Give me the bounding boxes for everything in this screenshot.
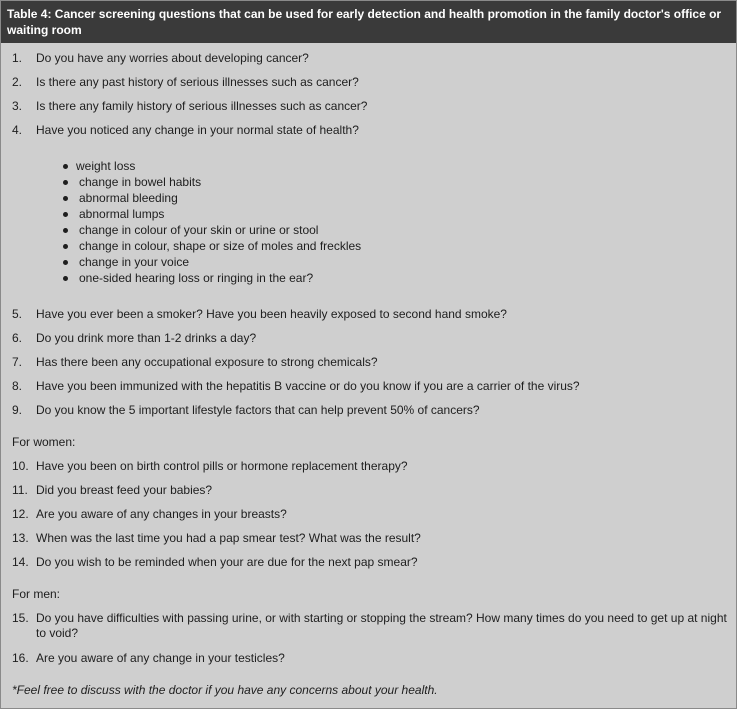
question-number: 12. — [12, 507, 29, 521]
question-text: Do you have difficulties with passing urine, or with starting or stopping the stream? How many times do you need to get up at night to void? — [36, 611, 727, 640]
question-text: When was the last time you had a pap smear test? What was the result? — [36, 531, 421, 545]
question-number: 6. — [12, 331, 23, 345]
question-number: 1. — [12, 51, 23, 65]
bullet-icon — [63, 196, 68, 201]
question-number: 13. — [12, 531, 29, 545]
question-number: 16. — [12, 651, 29, 665]
health-change-text: abnormal bleeding — [79, 191, 178, 205]
question-text: Have you noticed any change in your normal state of health? — [36, 123, 359, 137]
health-change-text: weight loss — [76, 159, 136, 173]
question-number: 3. — [12, 99, 23, 113]
question-text: Is there any past history of serious illnesses such as cancer? — [36, 75, 359, 89]
bullet-icon — [63, 244, 68, 249]
question-number: 11. — [12, 483, 28, 497]
footnote: *Feel free to discuss with the doctor if you have any concerns about your health. — [12, 683, 438, 697]
question-number: 9. — [12, 403, 23, 417]
men-label: For men: — [12, 587, 61, 601]
health-change-text: change in bowel habits — [79, 175, 202, 189]
bullet-icon — [63, 228, 68, 233]
question-number: 8. — [12, 379, 23, 393]
health-change-text: one-sided hearing loss or ringing in the ear? — [79, 271, 314, 285]
question-number: 15. — [12, 611, 29, 625]
question-number: 5. — [12, 307, 23, 321]
health-change-text: abnormal lumps — [79, 207, 165, 221]
question-text: Have you been immunized with the hepatitis B vaccine or do you know if you are a carrier of the virus? — [36, 379, 580, 393]
question-text: Are you aware of any changes in your breasts? — [36, 507, 287, 521]
health-change-text: change in your voice — [79, 255, 190, 269]
health-change-text: change in colour, shape or size of moles and freckles — [79, 239, 362, 253]
question-text: Have you been on birth control pills or hormone replacement therapy? — [36, 459, 408, 473]
bullet-icon — [63, 212, 68, 217]
question-number: 4. — [12, 123, 23, 137]
question-number: 14. — [12, 555, 29, 569]
question-text: Do you know the 5 important lifestyle factors that can help prevent 50% of cancers? — [36, 403, 480, 417]
bullet-icon — [63, 276, 68, 281]
women-label: For women: — [12, 435, 76, 449]
table-title: Table 4: Cancer screening questions that can be used for early detection and health promotion in the family doctor's office or waiting room — [1, 1, 736, 43]
question-text: Is there any family history of serious illnesses such as cancer? — [36, 99, 368, 113]
health-change-text: change in colour of your skin or urine or stool — [79, 223, 319, 237]
question-text: Did you breast feed your babies? — [36, 483, 213, 497]
question-text: Are you aware of any change in your testicles? — [36, 651, 285, 665]
question-text: Do you drink more than 1-2 drinks a day? — [36, 331, 257, 345]
question-number: 10. — [12, 459, 29, 473]
question-number: 2. — [12, 75, 23, 89]
question-number: 7. — [12, 355, 23, 369]
bullet-icon — [63, 164, 68, 169]
bullet-icon — [63, 180, 68, 185]
question-text: Do you have any worries about developing cancer? — [36, 51, 309, 65]
question-text: Do you wish to be reminded when your are due for the next pap smear? — [36, 555, 418, 569]
question-text: Have you ever been a smoker? Have you been heavily exposed to second hand smoke? — [36, 307, 507, 321]
question-text: Has there been any occupational exposure to strong chemicals? — [36, 355, 378, 369]
bullet-icon — [63, 260, 68, 265]
